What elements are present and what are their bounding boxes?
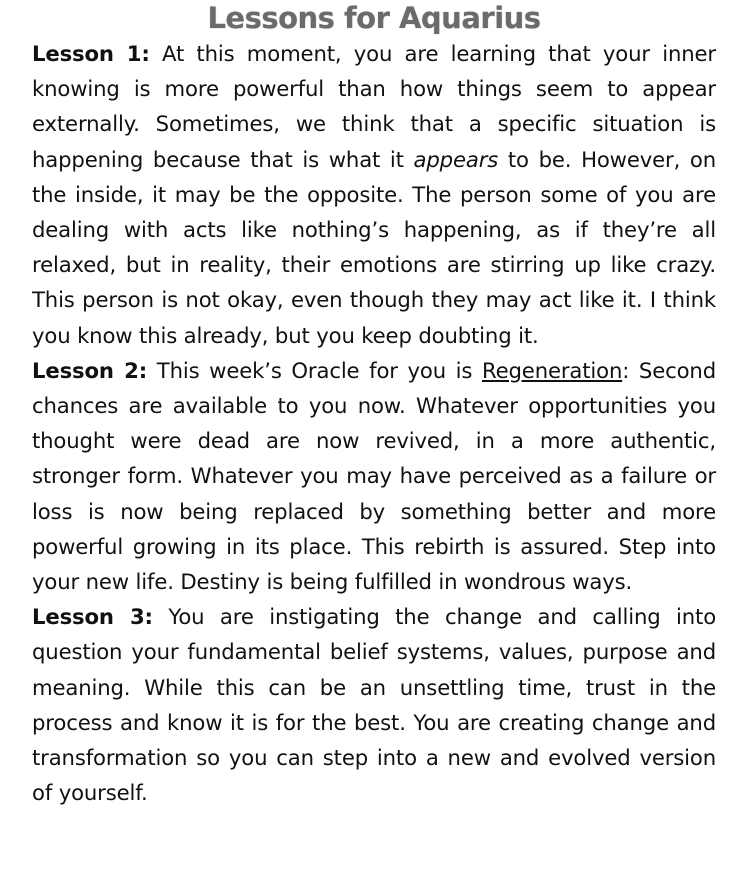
page-title: Lessons for Aquarius bbox=[207, 1, 541, 35]
lesson-3-text: You are instigating the change and calling into question your fundamental belief systems, values, purpose and meaning. While this can be an unsettling time, trust in the process and know it is for the best. You are creating change and transformation so you can step into a new and evolved version of yourself. bbox=[32, 604, 717, 806]
lesson-1-text-start: At this moment, you are learning that your inner knowing is more powerful than how things seem to appear externally. Sometimes, we think that a specific situation is happening because that is what it bbox=[32, 41, 716, 172]
lesson-2-text-end: : Second chances are available to you now. Whatever opportunities you thought were dead are now revived, in a more authentic, stronger form. Whatever you may have perceived as a failure or loss is now being replaced by something better and more powerful growing in its place. This rebirth is assured. Step into your new life. Destiny is being fulfilled in wondrous ways. bbox=[32, 357, 716, 595]
lesson-3-label: Lesson 3: bbox=[32, 604, 153, 630]
lesson-2-label: Lesson 2: bbox=[32, 357, 148, 383]
lesson-2-text-start: This week’s Oracle for you is bbox=[147, 357, 482, 383]
lesson-2-oracle-name: Regeneration bbox=[482, 357, 623, 383]
lesson-1-label: Lesson 1: bbox=[32, 41, 150, 66]
lesson-1-text-end: to be. However, on the inside, it may be the opposite. The person some of you are dealing with acts like nothing’s happening, as if they’re all relaxed, but in reality, their emotions are stirring up like crazy. This person is not okay, even though they may act like it. I think you know this already, but you keep doubting it. bbox=[32, 146, 716, 348]
lesson-2 bbox=[32, 353, 716, 599]
lesson-1-emphasis: appears bbox=[413, 146, 499, 172]
lesson-3 bbox=[32, 599, 716, 810]
lesson-1 bbox=[32, 36, 716, 353]
